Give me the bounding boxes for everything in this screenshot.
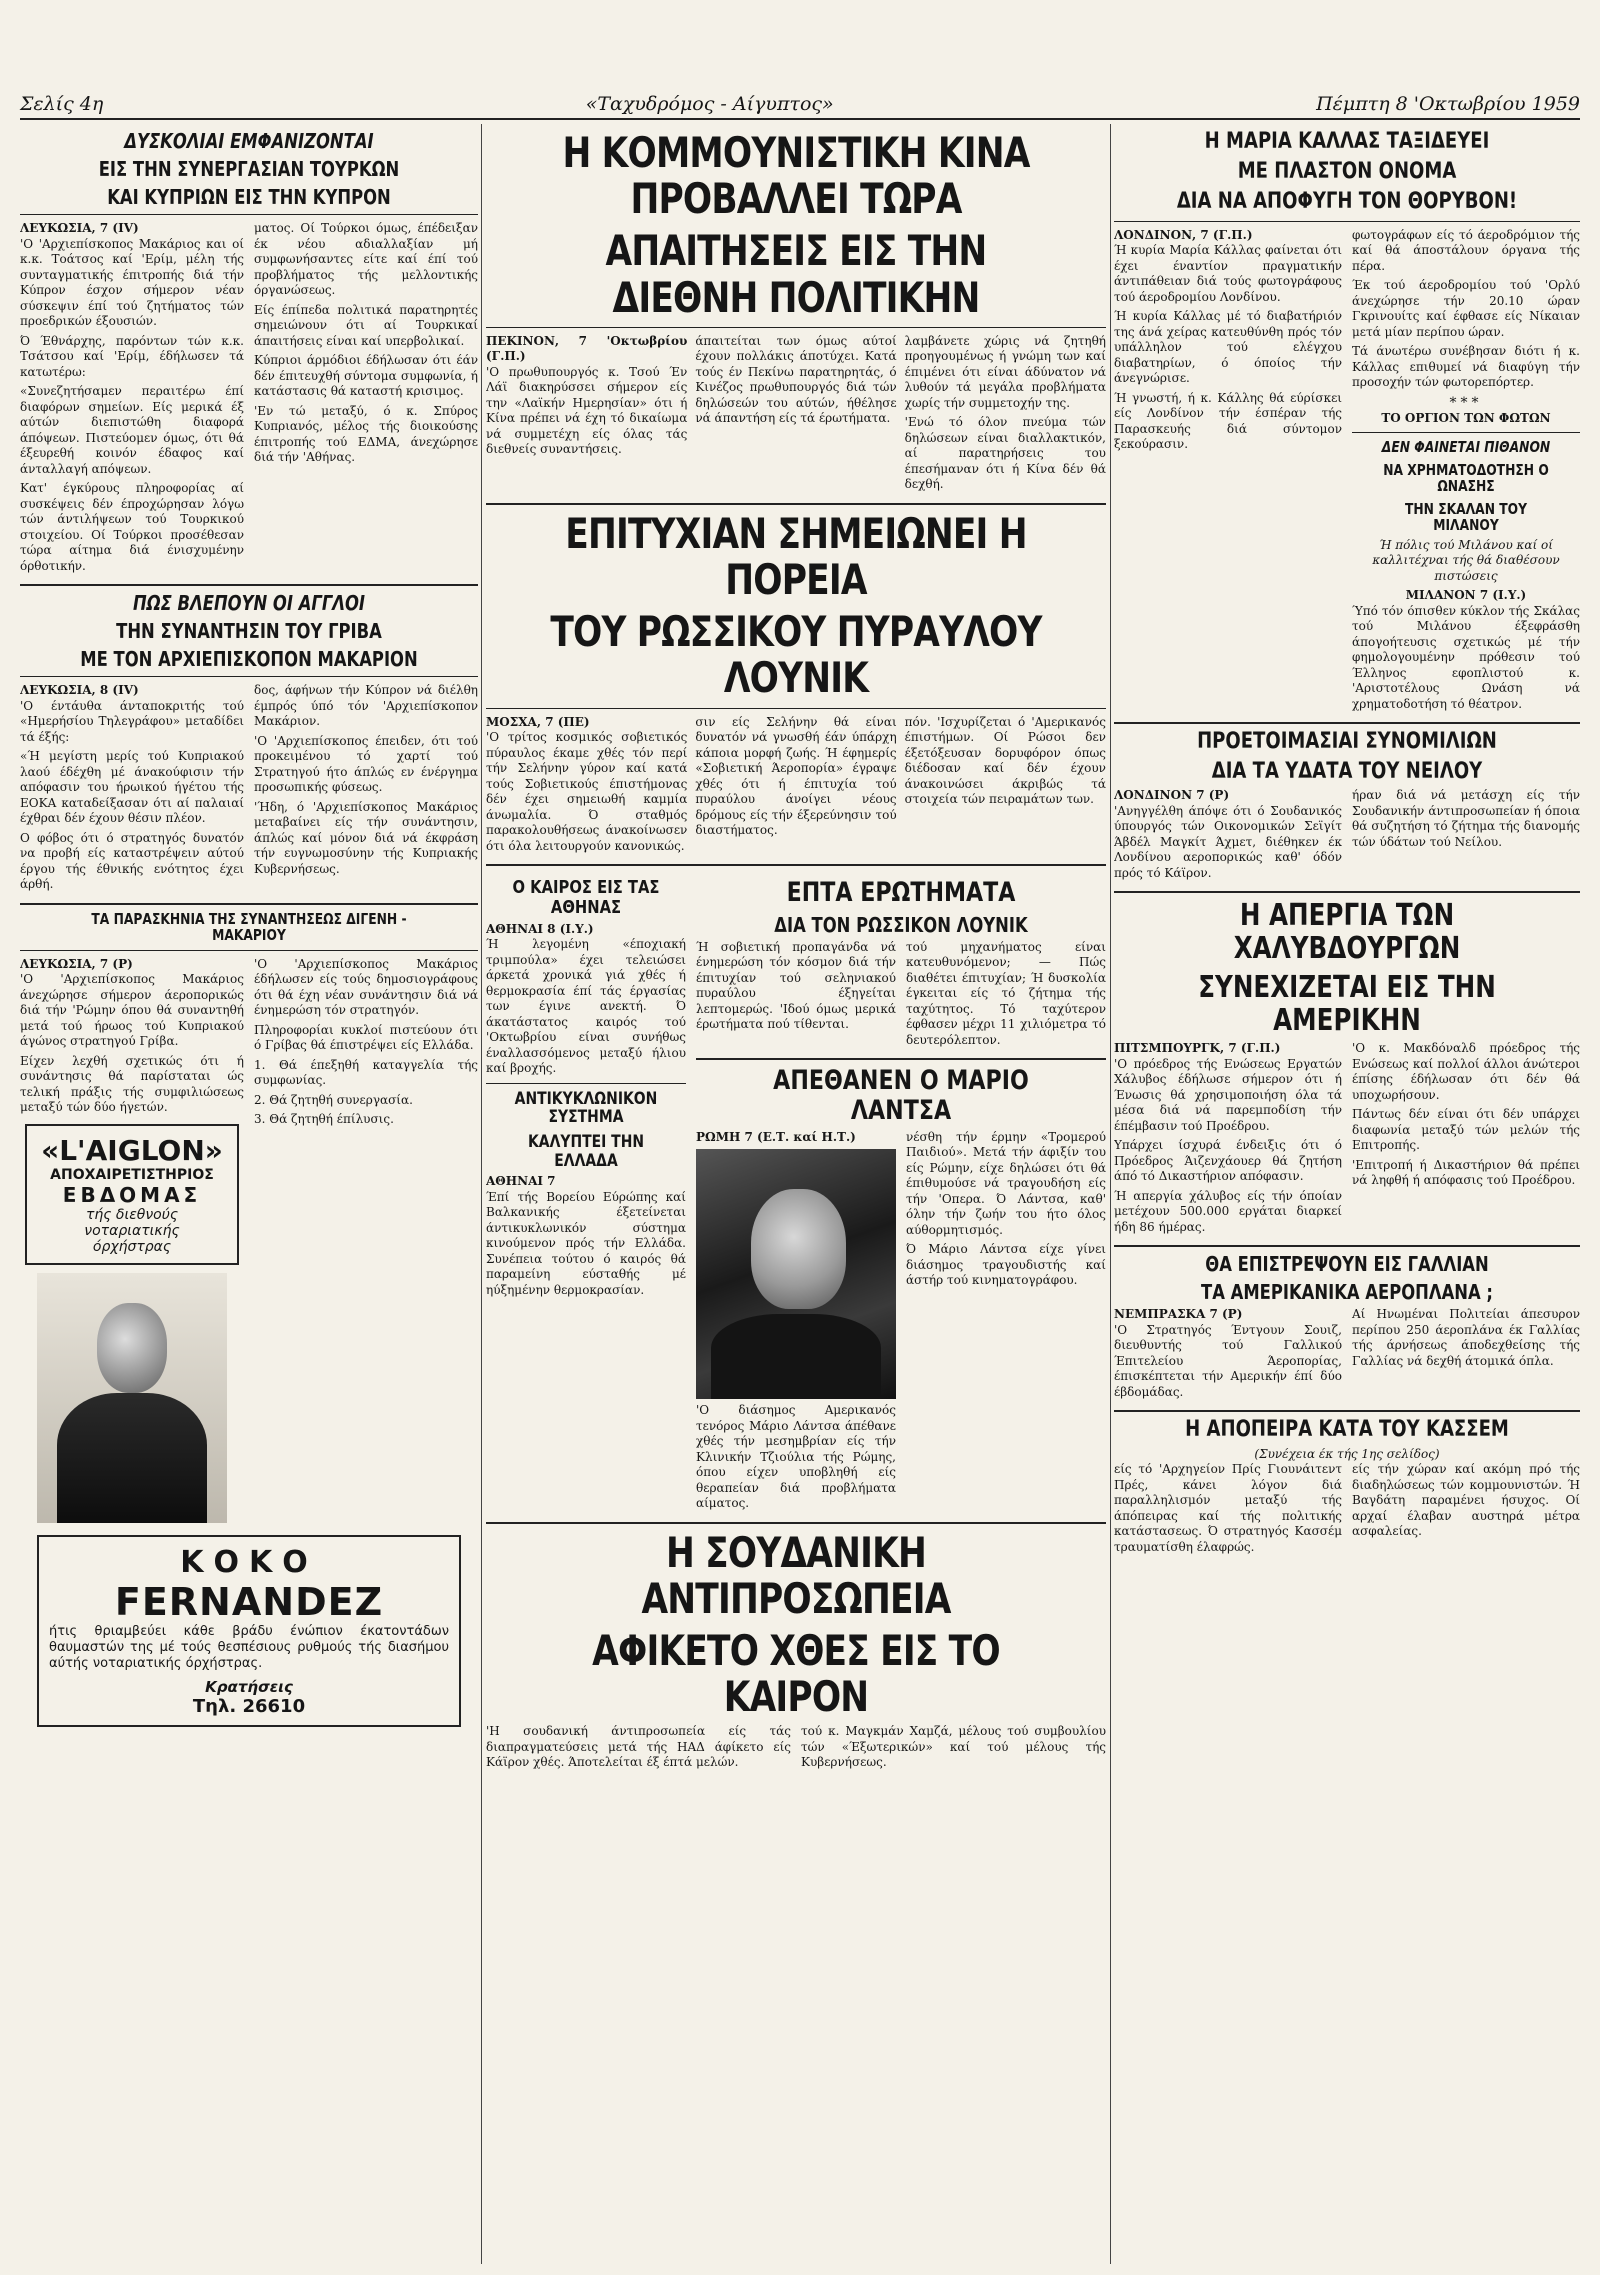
divider (1114, 1410, 1580, 1412)
dateline: ΛΕΥΚΩΣΙΑ, 7 (IV) (20, 221, 139, 235)
paragraph: «Συνεζητήσαμεν περαιτέρω έπί διαφόρων σημείων. Είς μερικά έξ αύτών διεπιστώθη διαφορά άπόψεων. Πιστεύομεν όμως, ότι θά έξευρεθή κοινόν έδαφος καί άνταλλαγή απόψεων. (20, 384, 244, 476)
headline: ΤΑ ΠΑΡΑΣΚΗΝΙΑ ΤΗΣ ΣΥΝΑΝΤΗΣΕΩΣ ΔΙΓΕΝΗ - ΜΑΚΑΡΙΟΥ (91, 909, 407, 944)
divider (486, 1083, 686, 1084)
ad-booking: Κρατήσεις (205, 1677, 293, 1696)
paragraph: 'Ο πρωθυπουργός κ. Τσού Έν Λάϊ διακηρύσσει σήμερον είς την «Λαϊκήν Ημερησίαν» ότι ή Κίνα πρέπει νά έχη τό δικαίωμα νά συμμετέχη είς όλας τάς διεθνείς συναντήσεις. (486, 364, 688, 457)
paragraph: Ή απεργία χάλυβος είς τήν όποίαν μετέχουν 500.000 εργάται διαρκεί ήδη 86 ήμέρας. (1114, 1188, 1342, 1234)
headline: ΜΕ ΠΛΑΣΤΟΝ ΟΝΟΜΑ (1237, 159, 1457, 185)
ad-phone: Τηλ. 26610 (192, 1695, 306, 1717)
headline: Η ΜΑΡΙΑ ΚΑΛΛΑΣ ΤΑΞΙΔΕΥΕΙ (1204, 129, 1490, 154)
article-callas (1114, 130, 1580, 716)
article-cyprus-difficulties (20, 130, 478, 578)
paragraph: 'Ανηγγέλθη άπόψε ότι ό Σουδανικός ύπουργός τών Οικονομικών Σεϊγίτ Άβδέλ Μαγκίτ Άχμετ, διέθηκεν έκ Λονδίνου αεροπορικώς καθ' όδόν πρός τό Κάϊρον. (1114, 803, 1342, 880)
dateline: ΛΟΝΔΙΝΟΝ 7 (P) (1114, 788, 1230, 803)
headline: ΝΑ ΧΡΗΜΑΤΟΔΟΤΗΣΗ Ο ΩΝΑΣΗΣ (1383, 460, 1549, 496)
paragraph: 'Επιτροπή ή Δικαστήριον θά πρέπει νά ληφθή ή απόφασις τού Προέδρου. (1352, 1157, 1580, 1188)
divider (1114, 722, 1580, 724)
divider (486, 708, 1106, 709)
dateline: ΠΕΚΙΝΟΝ, 7 'Οκτωβρίου (Γ.Π.) (486, 333, 688, 364)
ad-text: ήτις θριαμβεύει κάθε βράδυ ένώπιον έκατοντάδων θαυμαστών της μέ τούς θεσπέσιους ρυθμούς τής διασήμου αύτής νοταριατικής όρχήστρας. (49, 1623, 449, 1671)
ad-line: νοταριατικής (84, 1222, 180, 1239)
paragraph: πόν. 'Ισχυρίζεται ό 'Αμερικανός έπιστήμων. Οί Ρώσοι δεν έξετόξευσαν δορυφόρον όπως διέδοσαν καί δέν έχουν άνακοινώσει άκριβώς τά στοιχεία τών πειραμάτων των. (904, 714, 1106, 806)
dateline: ΛΕΥΚΩΣΙΑ, 8 (IV) (20, 683, 139, 697)
paragraph: τού κ. Μαγκμάν Χαμζά, μέλους τού συμβουλίου τών «Έξωτερικών» καί τού μέλους τής Κυβερνήσεως. (801, 1724, 1106, 1770)
headline: ΔΕΝ ΦΑΙΝΕΤΑΙ ΠΙΘΑΝΟΝ (1381, 438, 1551, 457)
paragraph: Πληροφορίαι κυκλοί πιστεύουν ότι ό Γρίβας θά έπιστρέψει είς Ελλάδα. (254, 1022, 478, 1052)
paragraph: δος, άφήνων τήν Κύπρον νά διέλθη έμπρός ύπό τόν 'Αρχιεπίσκοπον Μακάριον. (254, 683, 478, 728)
divider (486, 327, 1106, 328)
paragraph: 'Ήδη, ό 'Αρχιεπίσκοπος Μακάριος μεταβαίνει είς τήν συνάντησιν, άπλώς καί μόνον διά νά έκφράση τήν ευγνωμοσύνην τής Κυπριακής Κυβερνήσεως. (254, 799, 478, 876)
aiglon-ad (25, 1124, 239, 1265)
headline: ΑΠΑΙΤΗΣΕΙΣ ΕΙΣ ΤΗΝ ΔΙΕΘΝΗ ΠΟΛΙΤΙΚΗΝ (605, 226, 987, 322)
paragraph: 'Ο Στρατηγός Έντγουν Σουιζ, διευθυντής τού Γαλλικού Έπιτελείου Άεροπορίας, έπισκέπτεται τήν Αμερικήν έπί δύο έβδομάδας. (1114, 1322, 1342, 1399)
paragraph: Κύπριοι άρμόδιοι έδήλωσαν ότι έάν δέν έπιτευχθή σύντομα συμφωνία, ή κατάστασις θά καταστή κρισιμος. (254, 353, 478, 398)
paragraph: 2. Θά ζητηθή συνεργασία. (254, 1092, 413, 1107)
paragraph: άπαιτείται των όμως αύτοί έχουν πολλάκις άποτύχει. Κατά τούς έν Πεκίνω παρατηρητάς, ό Κινέζος πρωθυπουργός διά τών δηλώσεών του αύτών, ήθέλησε νά άπαντήση είς τά έρωτήματα. (695, 333, 897, 426)
paragraph: 1. Θά έπεξηθή καταγγελία τής συμφωνίας. (254, 1057, 478, 1087)
paragraph: λαμβάνετε χώρις νά ζητηθή προηγουμένως ή γνώμη των καί έπιμένει ότι είναι άδύνατον νά λυθούν τά μεγάλα προβλήματα χωρίς τήν συμμετοχήν της. (904, 333, 1106, 410)
masthead (20, 90, 1580, 120)
paragraph: Ή κυρία Κάλλας μέ τό διαβατήριόν της άνά χείρας κατευθύνθη πρός τόν υπάλληλον τού ελέγχου διαβατηρίων, ό όποίος τήν άνεγνώρισε. (1114, 309, 1342, 386)
divider (20, 214, 478, 215)
headline: ΔΙΑ ΝΑ ΑΠΟΦΥΓΗ ΤΟΝ ΘΟΡΥΒΟΝ! (1176, 189, 1518, 215)
paragraph: Ή γνωστή, ή κ. Κάλλης θά εύρίσκει είς Λονδίνον τήν έσπέραν τής Παρασκευής διά σύντομον ξεκούρασιν. (1114, 390, 1342, 452)
issue-date: Πέμπτη 8 'Οκτωβρίου 1959 (1316, 93, 1580, 115)
headline: ΤΟΥ ΡΩΣΣΙΚΟΥ ΠΥΡΑΥΛΟΥ ΛΟΥΝΙΚ (550, 607, 1042, 703)
paragraph: σιν είς Σελήνην θά είναι δυνατόν νά γνωσθή έάν ύπάρχη κάποια μορφή ζωής. Ή έφημερίς «Σοβιετική Άεροπορία» έγραψε χθές ότι ή έπιτυχία τού πυραύλου άνοίγει νέους δρόμους είς τήν έξερεύνησιν τού διαστήματος. (695, 714, 897, 837)
headline: ΔΙΑ ΤΟΝ ΡΩΣΣΙΚΟΝ ΛΟΥΝΙΚ (774, 912, 1028, 937)
paragraph: Πάντως δέν είναι ότι δέν υπάρχει διαφωνία μεταξύ τών μελών τής Επιτροπής. (1352, 1107, 1580, 1153)
divider (20, 903, 478, 905)
paragraph: 'Ο 'Αρχιεπίσκοπος Μακάριος και οί κ.κ. Τοάτσος καί 'Ερίμ, μέλη τής συνταγματικής έπιτροπής διά τήν Κύπρον έσχον σήμερον νέαν σύσκεψιν έπί τού ζητήματος τών προεδρικών έξουσιών. (20, 236, 244, 328)
paragraph: Είχεν λεχθή σχετικώς ότι ή συνάντησις θά παρίσταται ώς τελική πράξις τής συμφιλιώσεως μεταξύ τών δύο ήγετών. (20, 1053, 244, 1114)
singer-portrait-image (37, 1273, 227, 1523)
article-kassem (1114, 1418, 1580, 1559)
paragraph: 'Ο πρόεδρος τής Ενώσεως Εργατών Χάλυβος έδήλωσε σήμερον ότι ή Ένωσις θά χρησιμοποιήση όλα τά μέσα διά νά παρεμποδίση τήν έπέμβασιν τού Προέδρου. (1114, 1056, 1342, 1133)
divider (20, 676, 478, 677)
left-column (20, 124, 478, 2264)
paragraph: ματος. Οί Τούρκοι όμως, έπέδειξαν έκ νέου αδιαλλαξίαν μή συμφωνήσαντες είτε καί έπί τού προβλήματος τής μελλοντικής όργανώσεως. (254, 221, 478, 297)
paragraph: 'Ο τρίτος κοσμικός σοβιετικός πύραυλος έκαμε χθές τόν περί τήν Σελήνην γύρον καί κατά τούς Σοβιετικούς έπιστήμονας δέν έχει σημειωθή καμμία άνωμαλία. Ό σταθμός παρακολουθήσεως άνακοίνωσεν ότι όλα λειτουργούν κανονικώς. (486, 730, 688, 853)
divider (20, 950, 478, 951)
headline: ΔΙΑ ΤΑ ΥΔΑΤΑ ΤΟΥ ΝΕΙΛΟΥ (1211, 759, 1483, 785)
headline: ΤΗΝ ΣΥΝΑΝΤΗΣΙΝ ΤΟΥ ΓΡΙΒΑ (116, 619, 382, 643)
paragraph: νέσθη τήν έρμην «Τρομερού Παιδιού». Μετά τήν άφιξίν του είς Ρώμην, είχε δηλώσει ότι θά έπιθυμούσε νά τραγουδήση είς τήν 'Οπερα. Ό Λάντσα, καθ' όλην τήν ζωήν του ήτο όλος αύθορμητισμός. (906, 1129, 1106, 1237)
paragraph: 'Ενώ τό όλον πνεύμα τών δηλώσεων είναι διαλλακτικόν, αί παρατηρήσεις του έπεσήμαναν ότι ή Κίνα δέν θά δεχθή. (904, 415, 1106, 492)
article-mario-lanza (696, 1066, 1106, 1515)
headline: ΕΙΣ ΤΗΝ ΣΥΝΕΡΓΑΣΙΑΝ ΤΟΥΡΚΩΝ (98, 157, 400, 181)
headline: ΔΥΣΚΟΛΙΑΙ ΕΜΦΑΝΙΖΟΝΤΑΙ (124, 129, 374, 153)
headline: ΣΥΝΕΧΙΖΕΤΑΙ ΕΙΣ ΤΗΝ ΑΜΕΡΙΚΗΝ (1198, 970, 1496, 1039)
paragraph: Ή σοβιετική προπαγάνδα νά ένημερώση τόν κόσμον διά τήν έπιτυχίαν τού σεληνιακού πυραύλου έξηγείται λεπτομερώς. 'Ιδού όμως μερικά έρωτήματα πού τίθενται. (696, 939, 896, 1032)
page-number: Σελίς 4η (20, 93, 104, 115)
paragraph: Ο φόβος ότι ό στρατηγός δυνατόν να προβή είς καταστρέψειν αύτού έργου τής έθνικής ενότητος έχει άρθή. (20, 830, 244, 891)
article-sudan-delegation (486, 1527, 1106, 1775)
ad-title: «L'AIGLON» (41, 1133, 223, 1167)
dateline: ΑΘΗΝΑΙ 7 (486, 1174, 556, 1189)
headline: ΠΡΟΕΤΟΙΜΑΣΙΑΙ ΣΥΝΟΜΙΛΙΩΝ (1197, 729, 1497, 755)
paragraph: Υπάρχει ίσχυρά ένδειξις ότι ό Πρόεδρος Άιζενχάουερ θά ζητήση άπό τό Δικαστήριον απόφασιν. (1114, 1138, 1342, 1184)
dateline: ΑΘΗΝΑΙ 8 (Ι.Υ.) (486, 921, 594, 936)
ad-line: τής διεθνούς (85, 1206, 179, 1223)
article-griva-makarios (20, 592, 478, 897)
paragraph: Τά άνωτέρω συνέβησαν διότι ή κ. Κάλλας επιθυμεί νά διαφύγη τήν προσοχήν τών φωτορεπόρτερ. (1352, 344, 1580, 390)
paragraph: φωτογράφων είς τό άεροδρόμιον τής καί θά άποστάλουν όργανα τής πέρα. (1352, 227, 1580, 273)
dateline: ΛΕΥΚΩΣΙΑ, 7 (P) (20, 956, 133, 971)
paragraph: 'Ο έντάυθα άνταποκριτής τού «Ημερήσίου Τηλεγράφου» μεταδίδει τά έξής: (20, 698, 244, 744)
headline: Η ΑΠΟΠΕΙΡΑ ΚΑΤΑ ΤΟΥ ΚΑΣΣΕΜ (1185, 1417, 1509, 1443)
dateline: ΝΕΜΠΡΑΣΚΑ 7 (P) (1114, 1307, 1243, 1322)
paragraph: 'Ο 'Αρχιεπίσκοπος Μακάριος έδήλωσεν είς τούς δημοσιογράφους ότι θά έχη νέαν συνάντησιν διά νά ένημερώση τόν στρατηγόν. (254, 956, 478, 1017)
article-nile (1114, 730, 1580, 885)
headline: ΑΝΤΙΚΥΚΛΩΝΙΚΟΝ ΣΥΣΤΗΜΑ (514, 1088, 658, 1128)
paragraph: τού μηχανήματος είναι κατευθυνόμενον; — Πώς διαθέτει έπιτυχίαν; Ή δυσκολία έγκειται είς τό ζήτημα τής ταχύτητος. Τό ταχύτερον έφθασεν μέχρι 11 χιλιόμετρα τό δευτερόλεπτον. (906, 939, 1106, 1047)
paragraph: 'Η σουδανική άντιπροσωπεία είς τάς διαπραγματεύσεις μετά τής ΗΑΔ άφίκετο είς Κάϊρον χθές. Άποτελείται έξ έπτά μελών. (486, 1724, 791, 1770)
paragraph: Ή κυρία Μαρία Κάλλας φαίνεται ότι έχει έναντίον πραγματικήν άντιπάθειαν διά τούς φωτογράφους τού άεροδρομίου Λονδίνου. (1114, 243, 1342, 304)
subheading: (Συνέχεια έκ τής 1ης σελίδος) (1254, 1446, 1440, 1461)
paragraph: 'Ο 'Αρχιεπίσκοπος Μακάριος άνεχώρησε σήμερον άεροπορικώς διά τήν 'Ρώμην όπου θά συναντηθή μετά τού ήρωος τού Κυπριακού άγώνος στρατηγού Γρίβα. (20, 972, 244, 1048)
headline: ΕΠΤΑ ΕΡΩΤΗΜΑΤΑ (786, 877, 1016, 908)
sidebar-briefs (486, 872, 686, 1516)
ad-title: FERNANDEZ (114, 1579, 384, 1624)
article-lunik (486, 508, 1106, 858)
paragraph: «Ή μεγίστη μερίς τού Κυπριακού λαού έδέχθη μέ άνακούφισιν τήν απόφασιν του ήρωικού ήγέτου τής ΕΟΚΑ καταδείξασαν ότι αί παλαιαί έχθραι δέν έχουν θέσιν πλέον. (20, 749, 244, 825)
paragraph: ήραν διά νά μετάσχη είς τήν Σουδανικήν άντιπροσωπείαν ή όποια θά συζητήση τό ζήτημα τής διανομής τών ύδάτων τού Νείλου. (1352, 788, 1580, 849)
mario-lanza-photo (696, 1149, 896, 1399)
paragraph: είς τό 'Αρχηγείον Πρίς Γιουνάιτεντ Πρές, κάνει λόγον διά παραλληλισμόν μεταξύ τής άπόπειρας καί τής πολιτικής κατάστασεως. Ό στρατηγός Κασσέμ τραυματίσθη έλαφρώς. (1114, 1462, 1342, 1554)
divider (486, 1522, 1106, 1524)
paper-name: «Ταχυδρόμος - Αίγυπτος» (585, 93, 834, 115)
paragraph: Έπί τής Βορείου Εύρώπης καί Βαλκανικής έξετείνεται άντικυκλωνικόν σύστημα κινούμενον πρός τήν Ελλάδα. Συνέπεια τούτου ό καιρός θά παραμείνη εύσταθής μέ ηύξημένην θερμοκρασίαν. (486, 1189, 686, 1297)
divider (1352, 432, 1580, 433)
dateline: ΡΩΜΗ 7 (Ε.Τ. καί Η.Τ.) (696, 1129, 856, 1144)
paragraph: Αί Ηνωμέναι Πολιτείαι άπεσυρον περίπου 250 άεροπλάνα έκ Γαλλίας τής άρνήσεως άποδεχθείσης τής Γαλλίας νά δεχθή άτομικά όπλα. (1352, 1307, 1580, 1368)
column-divider (481, 124, 482, 2264)
headline: ΤΗΝ ΣΚΑΛΑΝ ΤΟΥ ΜΙΛΑΝΟΥ (1404, 499, 1528, 535)
ad-line: όρχήστρας (92, 1238, 172, 1255)
article-china (486, 130, 1106, 497)
column-divider (1110, 124, 1111, 2264)
ad-title: ΚΟΚΟ (180, 1544, 318, 1580)
dateline: ΛΟΝΔΙΝΟΝ, 7 (Γ.Π.) (1114, 227, 1253, 242)
paragraph: 3. Θά ζητηθή έπίλυσις. (254, 1112, 394, 1126)
subheading: ΤΟ ΟΡΓΙΟΝ ΤΩΝ ΦΩΤΩΝ (1381, 410, 1551, 425)
paragraph: Ύπό τόν όπισθεν κύκλον τής Σκάλας τού Μιλάνου έξεφράσθη άπογοήτευσις σχετικώς μέ τήν φημολογουμένην πρόθεσιν τού Έλληνος εφοπλιστού κ. 'Αριστοτέλους Ωνάση νά χρηματοδοτήση τό θέατρον. (1352, 603, 1580, 711)
headline: ΚΑΛΥΠΤΕΙ ΤΗΝ ΕΛΛΑΔΑ (527, 1131, 645, 1171)
headline: ΑΠΕΘΑΝΕΝ Ο ΜΑΡΙΟ ΛΑΝΤΣΑ (773, 1065, 1029, 1126)
dateline: ΜΙΛΑΝΟΝ 7 (Ι.Υ.) (1405, 588, 1527, 603)
divider (20, 584, 478, 586)
paragraph: 'Ο κ. Μακδόναλδ πρόεδρος τής Ενώσεως καί πολλοί άλλοι άνώτεροι έπίσης έδήλωσαν ότι δέν θά υποχωρήσουν. (1352, 1041, 1580, 1102)
headline: Η ΑΠΕΡΓΙΑ ΤΩΝ ΧΑΛΥΒΔΟΥΡΓΩΝ (1233, 898, 1461, 967)
paragraph: 'Ο 'Αρχιεπίσκοπος έπειδεν, ότι τού προκειμένου τό χαρτί τού Στρατηγού ήτο άπλώς εν ένέργημα προσωπικής φύσεως. (254, 733, 478, 794)
koko-fernandez-ad (37, 1535, 461, 1727)
headline: ΤΑ ΑΜΕΡΙΚΑΝΙΚΑ ΑΕΡΟΠΛΑΝΑ ; (1201, 1280, 1493, 1305)
photo-caption: Ό Μάριο Λάντσα είχε γίνει διάσημος τραγουδιστής καί άστήρ τού κινηματογράφου. (906, 1242, 1106, 1288)
divider (486, 864, 1106, 866)
divider (486, 503, 1106, 505)
paragraph: Έκ τού άεροδρομίου τού 'Ορλύ άνεχώρησε τήν 20.10 ώραν Γκρινουίτς καί έφθασε είς Νίκαιαν μετά μίαν περίπου ώραν. (1352, 278, 1580, 339)
divider (1114, 891, 1580, 893)
headline: ΜΕ ΤΟΝ ΑΡΧΙΕΠΙΣΚΟΠΟΝ ΜΑΚΑΡΙΟΝ (80, 647, 418, 671)
dateline: ΜΟΣΧΑ, 7 (ΠΕ) (486, 714, 590, 729)
paragraph: 'Εν τώ μεταξύ, ό κ. Σπύρος Κυπριανός, μέλος τής διοικούσης έπιτροπής τού ΕΔΜΑ, άνεχώρησε διά τήν 'Αθήνας. (254, 403, 478, 464)
center-column (486, 124, 1106, 2264)
divider (696, 1058, 1106, 1060)
headline: ΕΠΙΤΥΧΙΑΝ ΣΗΜΕΙΩΝΕΙ Η ΠΟΡΕΙΑ (565, 508, 1027, 604)
paragraph: Ή λεγομένη «έποχιακή τριμπούλα» έχει τελειώσει άρκετά χρονικά γιά χθές ή θερμοκρασία έπί τάς έργασίας των έγινε ανεκτή. Ό άκατάστατος καιρός τού 'Οκτωβρίου είναι συνήθως έναλλασσόμενος μεταξύ ήλιου καί βροχής. (486, 937, 686, 1076)
headline: ΑΦΙΚΕΤΟ ΧΘΕΣ ΕΙΣ ΤΟ ΚΑΙΡΟΝ (592, 1625, 1000, 1722)
paragraph: 'Ο διάσημος Αμερικανός τενόρος Μάριο Λάντσα άπέθανε χθές τήν μεσημβρίαν είς τήν Κλινικήν Τζιούλια τής Ρώμης, όπου είχεν υποβληθή είς θεραπείαν διά προβλήματα αίματος. (696, 1403, 896, 1511)
separator-stars: *** (1449, 394, 1483, 411)
headline: Η ΚΟΜΜΟΥΝΙΣΤΙΚΗ ΚΙΝΑ ΠΡΟΒΑΛΛΕΙ ΤΩΡΑ (562, 128, 1030, 224)
paragraph: Ό Έθνάρχης, παρόντων τών κ.κ. Τσάτσου καί 'Ερίμ, έδήλωσεν τά κατωτέρω: (20, 333, 244, 379)
article-backstage (20, 911, 478, 1527)
headline: Η ΣΟΥΔΑΝΙΚΗ ΑΝΤΙΠΡΟΣΩΠΕΙΑ (641, 1527, 951, 1623)
headline: Ο ΚΑΙΡΟΣ ΕΙΣ ΤΑΣ ΑΘΗΝΑΣ (512, 877, 660, 918)
headline: ΠΩΣ ΒΛΕΠΟΥΝ ΟΙ ΑΓΓΛΟΙ (132, 591, 366, 615)
article-steel-strike (1114, 899, 1580, 1239)
ad-line: ΕΒΔΟΜΑΣ (62, 1182, 202, 1207)
ad-line: ΑΠΟΧΑΙΡΕΤΙΣΤΗΡΙΟΣ (50, 1166, 214, 1183)
paragraph: Κατ' έγκύρους πληροφορίας αί συσκέψεις δέν έπροχώρησαν λόγω τών άντιλήψεων τού Τουρκικού στοιχείου. Οί Τούρκοι προσέθεσαν τώρα αίτημα διά ένισχυμένην όρθοτικήν. (20, 481, 244, 573)
paragraph: είς τήν χώραν καί ακόμη πρό τής διαδηλώσεως τών κομμουνιστών. Ή Βαγδάτη παραμένει ήσυχος. Οί αρχαί έλαβαν αυστηρά μέτρα ασφαλείας. (1352, 1462, 1580, 1539)
article-seven-questions (696, 878, 1106, 1052)
dateline: ΠΙΤΣΜΠΟΥΡΓΚ, 7 (Γ.Π.) (1114, 1041, 1281, 1056)
headline: ΘΑ ΕΠΙΣΤΡΕΨΟΥΝ ΕΙΣ ΓΑΛΛΙΑΝ (1205, 1252, 1489, 1277)
article-american-planes (1114, 1253, 1580, 1404)
paragraph: Είς έπίπεδα πολιτικά παρατηρητές σημειώνουν ότι αί Τουρκικαί άπαιτήσεις είναι καί υπερβολικαί. (254, 302, 478, 348)
headline: ΚΑΙ ΚΥΠΡΙΩΝ ΕΙΣ ΤΗΝ ΚΥΠΡΟΝ (107, 185, 391, 209)
subheading: Ή πόλις τού Μιλάνου καί οί καλλιτέχναι τής θά διαθέσουν πιστώσεις (1372, 537, 1560, 583)
right-column (1114, 124, 1580, 2264)
divider (1114, 1245, 1580, 1247)
divider (1114, 221, 1580, 222)
